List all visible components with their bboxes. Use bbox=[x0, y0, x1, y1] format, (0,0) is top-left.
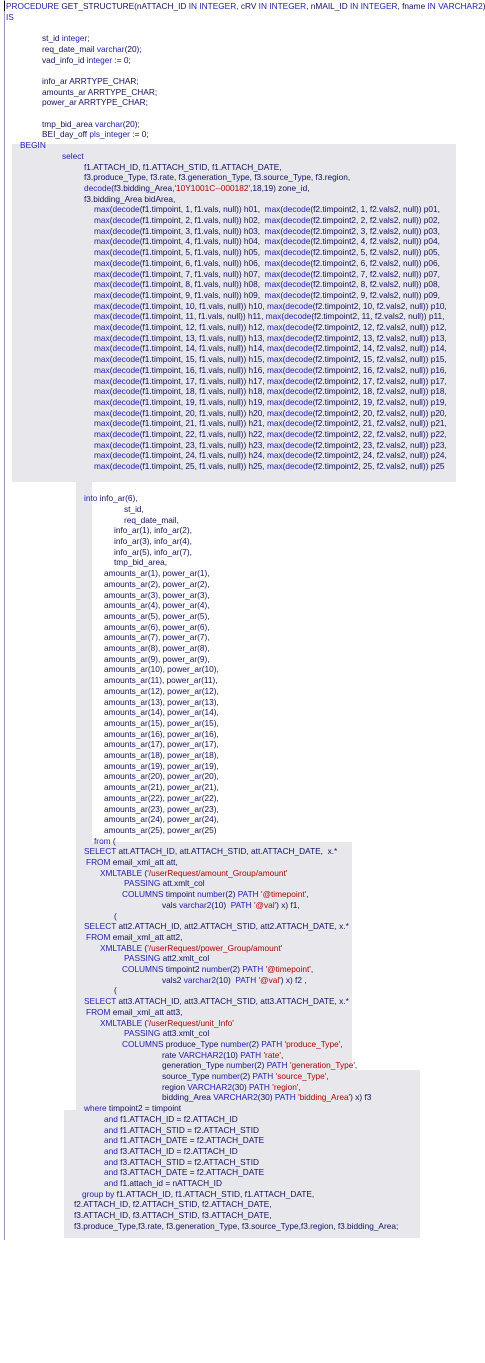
code-line: SELECT att3.ATTACH_ID, att3.ATTACH_STID, att3.ATTACH_DATE, x.* bbox=[84, 996, 349, 1007]
code-line: XMLTABLE ('/userRequest/unit_Info' bbox=[100, 1017, 234, 1028]
code-line: amounts_ar ARRTYPE_CHAR; bbox=[42, 86, 158, 97]
code-line: max(decode(f1.timpoint, 12, f1.vals, null)) h12, max(decode(f2.timpoint2, 12, f2.vals2, null)) p12, bbox=[94, 322, 447, 332]
code-line: amounts_ar(20), power_ar(20), bbox=[104, 771, 219, 782]
code-line: and f3.ATTACH_DATE = f2.ATTACH_DATE bbox=[104, 1167, 265, 1178]
code-line: max(decode(f1.timpoint, 11, f1.vals, null)) h11, max(decode(f2.timpoint2, 11, f2.vals2, null)) p11, bbox=[94, 311, 445, 322]
code-line: st_id integer; bbox=[42, 33, 90, 44]
code-line: max(decode(f1.timpoint, 15, f1.vals, null)) h15, max(decode(f2.timpoint2, 15, f2.vals2, null)) p15, bbox=[94, 354, 447, 365]
code-line: XMLTABLE ('/userRequest/amount_Group/amount' bbox=[100, 867, 288, 878]
code-line: f3.bidding_Area bidArea, bbox=[84, 193, 176, 204]
code-line: FROM email_xml_att att, bbox=[86, 857, 178, 867]
code-line: amounts_ar(1), power_ar(1), bbox=[104, 568, 210, 579]
code-line: f3.produce_Type, f3.rate, f3.generation_Type, f3.source_Type, f3.region, bbox=[84, 172, 351, 183]
code-line: f2.ATTACH_ID, f2.ATTACH_STID, f2.ATTACH_DATE, bbox=[74, 1199, 272, 1210]
code-line: amounts_ar(3), power_ar(3), bbox=[104, 589, 210, 600]
code-line: tmp_bid_area varchar(20); bbox=[42, 118, 140, 129]
code-line: ( bbox=[114, 985, 117, 996]
code-line: PASSING att2.xmlt_col bbox=[124, 953, 210, 964]
code-line: tmp_bid_area, bbox=[114, 557, 168, 568]
code-line: where timpoint2 = timpoint bbox=[84, 1103, 182, 1114]
code-line: PROCEDURE GET_STRUCTURE(nATTACH_ID IN INTEGER, cRV IN INTEGER, nMAIL_ID IN INTEGER, fname IN VARCHAR2 bbox=[6, 1, 483, 11]
code-line: COLUMNS timpoint2 number(2) PATH '@timepoint', bbox=[122, 964, 314, 974]
code-line: PASSING att3.xmlt_col bbox=[124, 1028, 210, 1039]
code-line: max(decode(f1.timpoint, 7, f1.vals, null)) h07, max(decode(f2.timpoint2, 7, f2.vals2, null)) p07, bbox=[94, 268, 440, 279]
code-line: SELECT att2.ATTACH_ID, att2.ATTACH_STID, att2.ATTACH_DATE, x.* bbox=[84, 921, 349, 932]
code-line: req_date_mail varchar(20); bbox=[42, 43, 142, 54]
code-line: amounts_ar(2), power_ar(2), bbox=[104, 578, 210, 589]
code-line: amounts_ar(15), power_ar(15), bbox=[104, 717, 219, 728]
code-line: max(decode(f1.timpoint, 6, f1.vals, null)) h06, max(decode(f2.timpoint2, 6, f2.vals2, null)) p06, bbox=[94, 257, 440, 268]
code-line: max(decode(f1.timpoint, 3, f1.vals, null)) h03, max(decode(f2.timpoint2, 3, f2.vals2, null)) p03, bbox=[94, 225, 440, 236]
code-line: amounts_ar(10), power_ar(10), bbox=[104, 664, 219, 675]
code-line: max(decode(f1.timpoint, 20, f1.vals, null)) h20, max(decode(f2.timpoint2, 20, f2.vals2, null)) p20, bbox=[94, 407, 447, 418]
code-line: max(decode(f1.timpoint, 19, f1.vals, null)) h19, max(decode(f2.timpoint2, 19, f2.vals2, null)) p19, bbox=[94, 396, 447, 407]
code-line: max(decode(f1.timpoint, 18, f1.vals, null)) h18, max(decode(f2.timpoint2, 18, f2.vals2, null)) p18, bbox=[94, 386, 447, 397]
code-line: max(decode(f1.timpoint, 2, f1.vals, null)) h02, max(decode(f2.timpoint2, 2, f2.vals2, null)) p02, bbox=[94, 215, 440, 225]
code-line: amounts_ar(13), power_ar(13), bbox=[104, 696, 219, 707]
code-line: rate VARCHAR2(10) PATH 'rate', bbox=[162, 1049, 284, 1060]
code-line: into info_ar(6), bbox=[84, 493, 138, 504]
code-line: XMLTABLE ('/userRequest/power_Group/amount' bbox=[100, 942, 283, 953]
code-line: max(decode(f1.timpoint, 16, f1.vals, null)) h16, max(decode(f2.timpoint2, 16, f2.vals2, null)) p16, bbox=[94, 364, 447, 375]
code-line: f3.produce_Type,f3.rate, f3.generation_Type, f3.source_Type,f3.region, f3.bidding_Area; bbox=[74, 1220, 399, 1231]
code-line: and f1.attach_id = nATTACH_ID bbox=[104, 1178, 222, 1188]
code-line: amounts_ar(19), power_ar(19), bbox=[104, 760, 219, 771]
code-line: max(decode(f1.timpoint, 17, f1.vals, null)) h17, max(decode(f2.timpoint2, 17, f2.vals2, null)) p17, bbox=[94, 375, 447, 386]
code-line: max(decode(f1.timpoint, 4, f1.vals, null)) h04, max(decode(f2.timpoint2, 4, f2.vals2, null)) p04, bbox=[94, 236, 440, 247]
code-line: max(decode(f1.timpoint, 25, f1.vals, null)) h25, max(decode(f2.timpoint2, 25, f2.vals2, null)) p25 bbox=[94, 461, 445, 472]
code-line: amounts_ar(8), power_ar(8), bbox=[104, 643, 210, 653]
code-line: amounts_ar(4), power_ar(4), bbox=[104, 600, 210, 611]
code-line: st_id, bbox=[124, 503, 144, 514]
code-line: vals varchar2(10) PATH '@val') x) f1, bbox=[162, 899, 300, 910]
code-line: amounts_ar(18), power_ar(18), bbox=[104, 750, 219, 760]
code-line: req_date_mail, bbox=[124, 514, 179, 525]
code-line: max(decode(f1.timpoint, 9, f1.vals, null)) h09, max(decode(f2.timpoint2, 9, f2.vals2, null)) p09, bbox=[94, 289, 440, 300]
code-line: max(decode(f1.timpoint, 13, f1.vals, null)) h13, max(decode(f2.timpoint2, 13, f2.vals2, null)) p13, bbox=[94, 332, 447, 343]
code-line: bidding_Area VARCHAR2(30) PATH 'bidding_Area') x) f3 bbox=[162, 1092, 372, 1103]
code-line: vals2 varchar2(10) PATH '@val') x) f2 , bbox=[162, 974, 307, 985]
code-line: amounts_ar(14), power_ar(14), bbox=[104, 707, 219, 718]
code-line: source_Type number(2) PATH 'source_Type', bbox=[162, 1071, 329, 1081]
text-cursor bbox=[4, 1, 5, 11]
code-line: amounts_ar(21), power_ar(21), bbox=[104, 782, 219, 793]
code-line: SELECT att.ATTACH_ID, att.ATTACH_STID, att.ATTACH_DATE, x.* bbox=[84, 846, 338, 857]
code-line: max(decode(f1.timpoint, 24, f1.vals, null)) h24, max(decode(f2.timpoint2, 24, f2.vals2, null)) p24, bbox=[94, 450, 447, 461]
code-line: amounts_ar(25), power_ar(25) bbox=[104, 824, 217, 835]
code-line: amounts_ar(7), power_ar(7), bbox=[104, 632, 210, 643]
code-line: and f1.ATTACH_STID = f2.ATTACH_STID bbox=[104, 1124, 259, 1135]
code-line: amounts_ar(9), power_ar(9), bbox=[104, 653, 210, 664]
code-line: from ( bbox=[94, 835, 116, 846]
code-line: info_ar ARRTYPE_CHAR; bbox=[42, 75, 139, 86]
code-line: BEGIN bbox=[20, 140, 46, 151]
code-line: amounts_ar(6), power_ar(6), bbox=[104, 621, 210, 632]
code-line: info_ar(5), info_ar(7), bbox=[114, 546, 192, 557]
code-line: FROM email_xml_att att3, bbox=[86, 1006, 183, 1017]
code-line: FROM email_xml_att att2, bbox=[86, 931, 183, 942]
code-line: amounts_ar(23), power_ar(23), bbox=[104, 803, 219, 814]
code-line: power_ar ARRTYPE_CHAR; bbox=[42, 97, 148, 108]
code-line: and f1.ATTACH_DATE = f2.ATTACH_DATE bbox=[104, 1135, 265, 1146]
code-line: and f3.ATTACH_ID = f2.ATTACH_ID bbox=[104, 1145, 238, 1156]
code-line: max(decode(f1.timpoint, 22, f1.vals, null)) h22, max(decode(f2.timpoint2, 22, f2.vals2, null)) p22, bbox=[94, 429, 447, 439]
code-line: and f1.ATTACH_ID = f2.ATTACH_ID bbox=[104, 1113, 238, 1124]
code-line: max(decode(f1.timpoint, 10, f1.vals, null)) h10, max(decode(f2.timpoint2, 10, f2.vals2, null)) p10, bbox=[94, 300, 447, 311]
code-line: info_ar(3), info_ar(4), bbox=[114, 536, 192, 546]
code-line: amounts_ar(17), power_ar(17), bbox=[104, 739, 219, 750]
code-line: max(decode(f1.timpoint, 8, f1.vals, null)) h08, max(decode(f2.timpoint2, 8, f2.vals2, null)) p08, bbox=[94, 279, 440, 290]
code-line: COLUMNS produce_Type number(2) PATH 'produce_Type', bbox=[122, 1038, 343, 1049]
code-line: amounts_ar(24), power_ar(24), bbox=[104, 814, 219, 825]
editor-gutter bbox=[4, 0, 5, 1240]
code-line: f1.ATTACH_ID, f1.ATTACH_STID, f1.ATTACH_DATE, bbox=[84, 161, 282, 172]
code-line: amounts_ar(22), power_ar(22), bbox=[104, 792, 219, 803]
code-line: max(decode(f1.timpoint, 1, f1.vals, null)) h01, max(decode(f2.timpoint2, 1, f2.vals2, null)) p01, bbox=[94, 204, 440, 215]
code-line: ( bbox=[114, 910, 117, 921]
code-line: select bbox=[62, 150, 84, 161]
code-line: COLUMNS timpoint number(2) PATH '@timepoint', bbox=[122, 889, 309, 900]
code-line: info_ar(1), info_ar(2), bbox=[114, 525, 192, 536]
code-line: amounts_ar(11), power_ar(11), bbox=[104, 675, 218, 686]
code-line: IS bbox=[6, 11, 14, 22]
code-line: f3.ATTACH_ID, f3.ATTACH_STID, f3.ATTACH_DATE, bbox=[74, 1210, 272, 1221]
code-line: max(decode(f1.timpoint, 21, f1.vals, null)) h21, max(decode(f2.timpoint2, 21, f2.vals2, null)) p21, bbox=[94, 418, 447, 429]
code-line: amounts_ar(16), power_ar(16), bbox=[104, 728, 219, 739]
code-line: max(decode(f1.timpoint, 5, f1.vals, null)) h05, max(decode(f2.timpoint2, 5, f2.vals2, null)) p05, bbox=[94, 247, 440, 258]
selection-highlight bbox=[76, 482, 92, 842]
code-line: group by f1.ATTACH_ID, f1.ATTACH_STID, f1.ATTACH_DATE, bbox=[82, 1188, 315, 1199]
code-line: max(decode(f1.timpoint, 14, f1.vals, null)) h14, max(decode(f2.timpoint2, 14, f2.vals2, null)) p14, bbox=[94, 343, 447, 354]
code-line: max(decode(f1.timpoint, 23, f1.vals, null)) h23, max(decode(f2.timpoint2, 23, f2.vals2, null)) p23, bbox=[94, 439, 447, 450]
code-line: amounts_ar(5), power_ar(5), bbox=[104, 610, 210, 621]
code-line: generation_Type number(2) PATH 'generation_Type', bbox=[162, 1060, 358, 1071]
code-line: amounts_ar(12), power_ar(12), bbox=[104, 685, 219, 696]
code-line: vad_info_id integer := 0; bbox=[42, 54, 131, 65]
code-line: and f3.ATTACH_STID = f2.ATTACH_STID bbox=[104, 1156, 259, 1167]
code-line: region VARCHAR2(30) PATH 'region', bbox=[162, 1081, 301, 1092]
code-line: PASSING att.xmlt_col bbox=[124, 878, 205, 889]
code-line: decode(f3.bidding_Area,'10Y1001C--000182',18,19) zone_id, bbox=[84, 182, 310, 193]
code-line: BEI_day_off pls_integer := 0; bbox=[42, 129, 149, 140]
